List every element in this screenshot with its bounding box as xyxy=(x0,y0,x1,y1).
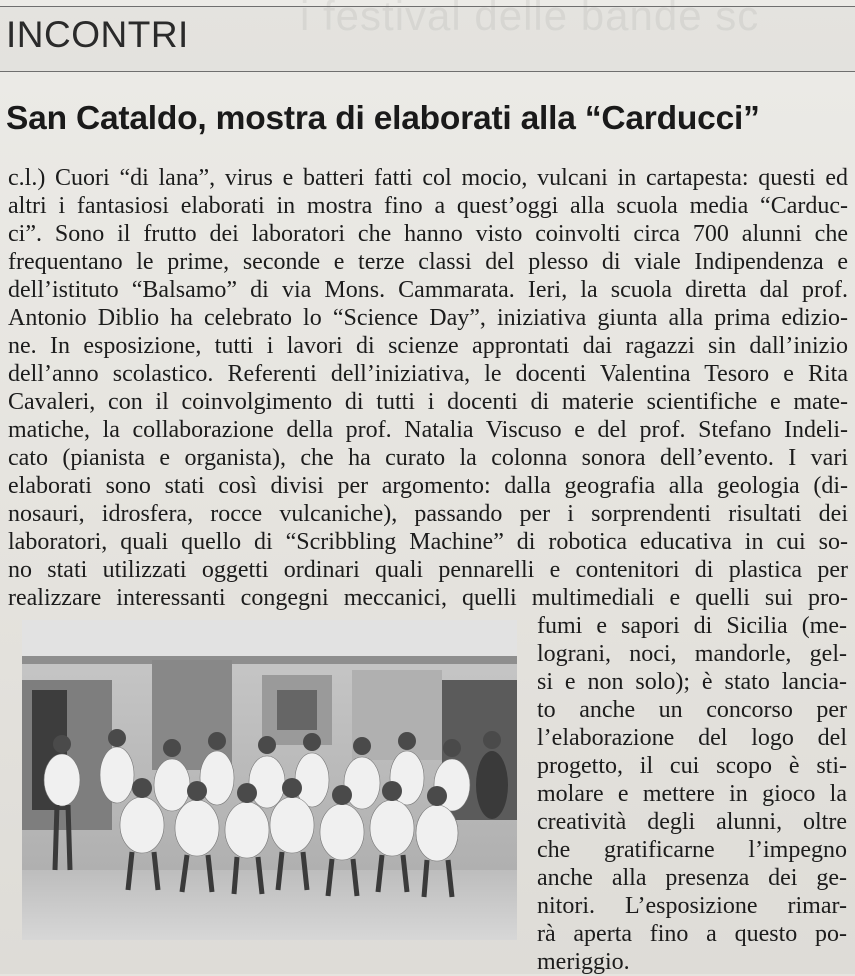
column-line: creatività degli alunni, oltre xyxy=(537,809,847,835)
group-photo-illustration xyxy=(22,620,517,940)
body-line: dell’istituto “Balsamo” di via Mons. Cammarata. Ieri, la scuola diretta dal prof. xyxy=(8,277,848,303)
body-line: dell’anno scolastico. Referenti dell’iniziativa, le docenti Valentina Tesoro e Rita xyxy=(8,361,848,387)
column-line: to anche un concorso per xyxy=(537,697,847,723)
body-line: elaborati sono stati così divisi per argomento: dalla geografia alla geologia (di- xyxy=(8,473,848,499)
column-line: nitori. L’esposizione rimar- xyxy=(537,893,847,919)
column-line: anche alla presenza dei ge- xyxy=(537,865,847,891)
body-line: ci”. Sono il frutto dei laboratori che hanno visto coinvolti circa 700 alunni che xyxy=(8,221,848,247)
column-line: rà aperta fino a questo po- xyxy=(537,921,847,947)
column-line: progetto, il cui scopo è sti- xyxy=(537,753,847,779)
body-line: matiche, la collaborazione della prof. Natalia Viscuso e del prof. Stefano Indeli- xyxy=(8,417,848,443)
body-line: nosauri, idrosfera, rocce vulcaniche), passando per i sorprendenti risultati dei xyxy=(8,501,848,527)
body-line: c.l.) Cuori “di lana”, virus e batteri fatti col mocio, vulcani in cartapesta: questi ed xyxy=(8,165,848,191)
column-line: si e non solo); è stato lancia- xyxy=(537,669,847,695)
section-label: INCONTRI xyxy=(6,14,189,55)
article-headline: San Cataldo, mostra di elaborati alla “Carducci” xyxy=(6,100,760,137)
column-line: l’elaborazione del logo del xyxy=(537,725,847,751)
column-line: meriggio. xyxy=(537,949,630,975)
body-line: frequentano le prime, seconde e terze classi del plesso di viale Indipendenza e xyxy=(8,249,848,275)
column-line: fumi e sapori di Sicilia (me- xyxy=(537,613,847,639)
body-line: realizzare interessanti congegni meccanici, quelli multimediali e quelli sui pro- xyxy=(8,585,848,611)
body-line: altri i fantasiosi elaborati in mostra fino a quest’oggi alla scuola media “Carduc- xyxy=(8,193,848,219)
body-line: laboratori, quali quello di “Scribbling Machine” di robotica educativa in cui so- xyxy=(8,529,848,555)
column-line: molare e mettere in gioco la xyxy=(537,781,847,807)
body-line: Antonio Diblio ha celebrato lo “Science Day”, iniziativa giunta alla prima edizio- xyxy=(8,305,848,331)
group-photo xyxy=(22,620,517,940)
body-line: no stati utilizzati oggetti ordinari quali pennarelli e contenitori di plastica per xyxy=(8,557,848,583)
body-line: ne. In esposizione, tutti i lavori di scienze approntati dai ragazzi sin dall’inizio xyxy=(8,333,848,359)
body-line: cato (pianista e organista), che ha curato la colonna sonora dell’evento. I vari xyxy=(8,445,848,471)
body-line: Cavaleri, con il coinvolgimento di tutti i docenti di materie scientifiche e mate- xyxy=(8,389,848,415)
show-through-text: i festival delle bande sc xyxy=(300,0,760,39)
column-line: lograni, noci, mandorle, gel- xyxy=(537,641,847,667)
column-line: che gratificarne l’impegno xyxy=(537,837,847,863)
